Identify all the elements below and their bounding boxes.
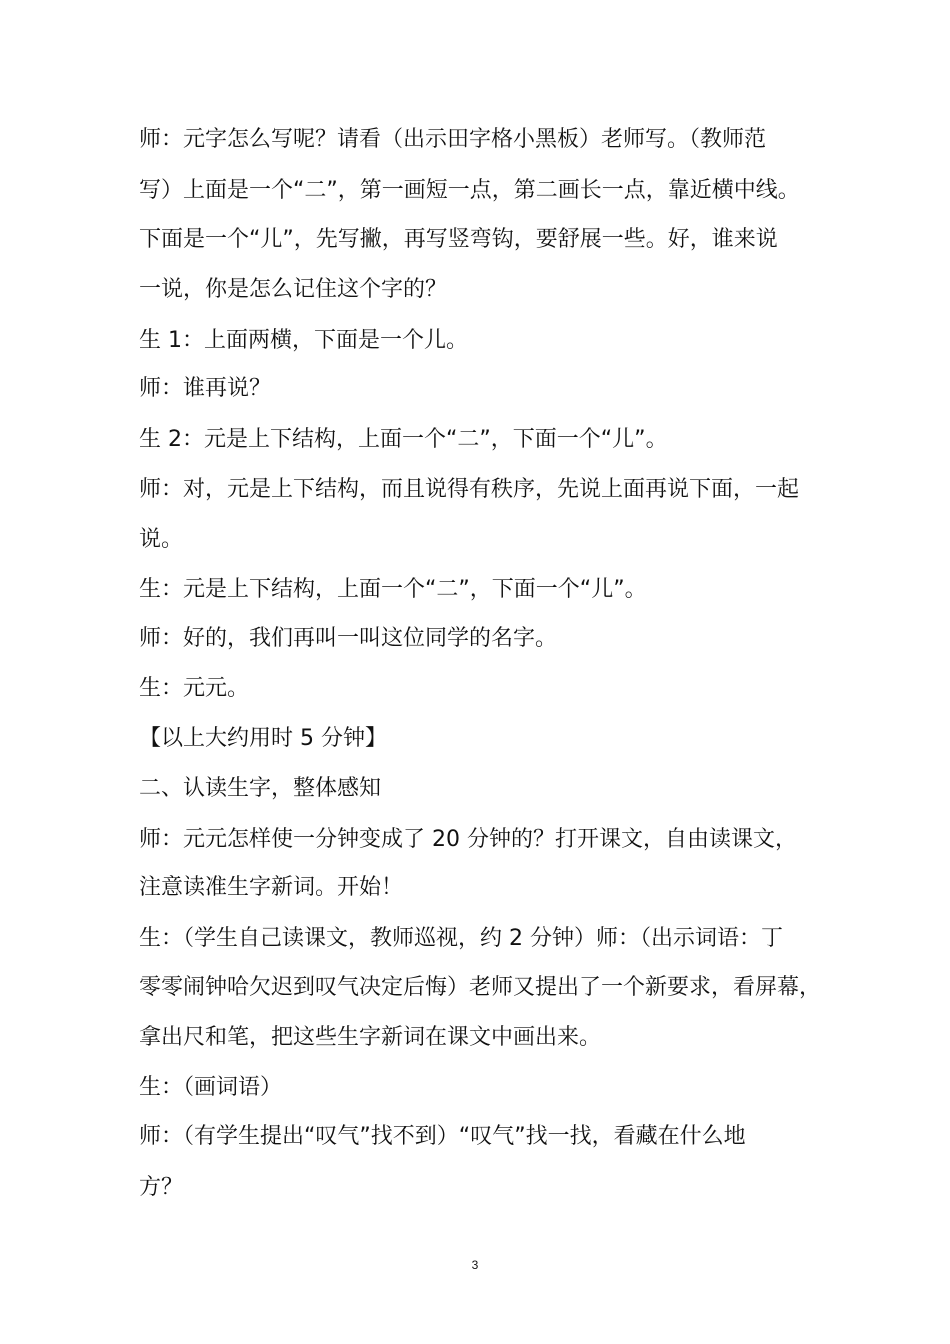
text-line: 【以上大约用时 5 分钟】 [139, 726, 387, 751]
text-line: 生：元元。 [139, 676, 250, 701]
section-heading: 二、认读生字，整体感知 [139, 776, 382, 801]
text-line: 师：元字怎么写呢？请看（出示田字格小黑板）老师写。（教师范 [139, 127, 767, 152]
text-line: 生：元是上下结构，上面一个“二”，下面一个“儿”。 [139, 577, 647, 602]
text-line: 零零闹钟哈欠迟到叹气决定后悔）老师又提出了一个新要求，看屏幕， [139, 975, 822, 1000]
text-line: 师：元元怎样使一分钟变成了 20 分钟的？打开课文，自由读课文， [139, 827, 797, 852]
text-line: 下面是一个“儿”，先写撇，再写竖弯钩，要舒展一些。好，谁来说 [139, 227, 778, 252]
text-line: 生：（画词语） [139, 1075, 283, 1100]
text-line: 生 1：上面两横，下面是一个儿。 [139, 328, 468, 353]
text-line: 写）上面是一个“二”，第一画短一点，第二画长一点，靠近横中线。 [139, 178, 800, 203]
text-line: 生：（学生自己读课文，教师巡视，约 2 分钟）师：（出示词语：丁 [139, 926, 783, 951]
text-line: 说。 [139, 527, 184, 552]
page-number: 3 [471, 1258, 479, 1272]
text-line: 师：好的，我们再叫一叫这位同学的名字。 [139, 626, 558, 651]
text-line: 方？ [139, 1175, 184, 1200]
text-line: 师：对，元是上下结构，而且说得有秩序，先说上面再说下面，一起 [139, 477, 800, 502]
text-line: 师：（有学生提出“叹气”找不到）“叹气”找一找，看藏在什么地 [139, 1124, 746, 1149]
text-line: 注意读准生字新词。开始！ [139, 875, 404, 900]
text-line: 一说，你是怎么记住这个字的？ [139, 277, 448, 302]
text-line: 师：谁再说？ [139, 376, 272, 401]
text-line: 拿出尺和笔，把这些生字新词在课文中画出来。 [139, 1025, 602, 1050]
text-line: 生 2：元是上下结构，上面一个“二”，下面一个“儿”。 [139, 427, 668, 452]
